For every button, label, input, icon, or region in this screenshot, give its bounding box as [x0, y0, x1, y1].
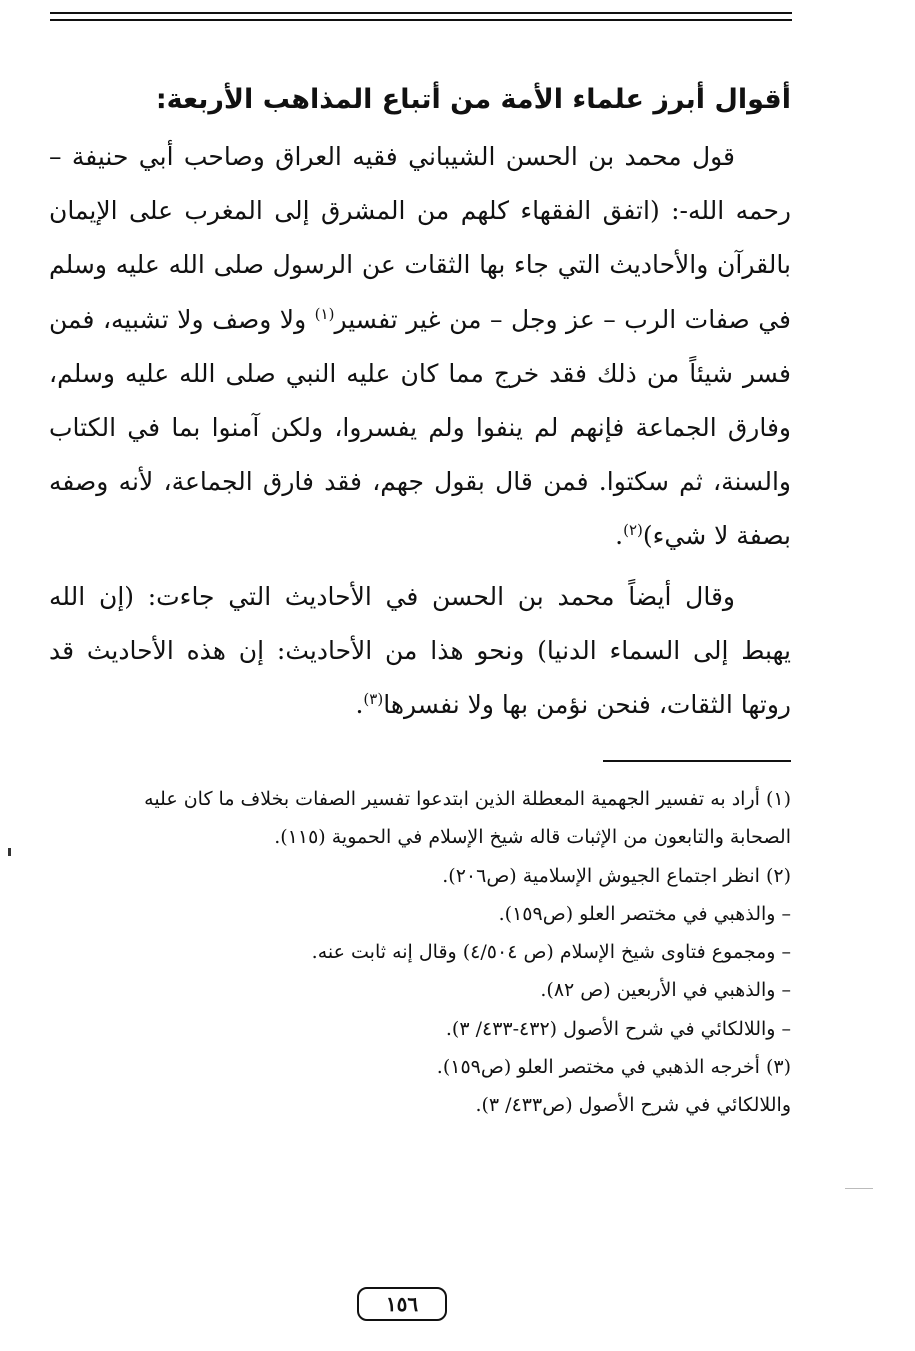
header-rule-top — [50, 12, 792, 14]
footnote-ref-1[interactable]: (١) — [314, 304, 335, 323]
paragraph-1-text-a: قول محمد بن الحسن الشيباني فقيه العراق وصاحب أبي حنيفة – رحمه الله-: (اتفق الفقهاء كلهم من المشرق إلى المغرب على الإيمان بالقرآن والأحاديث التي جاء بها الثقات عن الرسول صلى الله عليه وسلم في صفات الرب – عز وجل – من غير تفسير — [49, 142, 791, 334]
footnote-line: – والذهبي في مختصر العلو (ص١٥٩). — [498, 902, 791, 925]
paragraph-2 — [49, 570, 791, 733]
footnote-line: واللالكائي في شرح الأصول (ص٤٣٣/ ٣). — [475, 1094, 791, 1117]
paragraph-2-text: وقال أيضاً محمد بن الحسن في الأحاديث التي جاءت: (إن الله يهبط إلى السماء الدنيا) ونحو هذا من الأحاديث: إن هذه الأحاديث قد روتها الثقات، فنحن نؤمن بها ولا نفسرها — [49, 581, 791, 720]
footnote-separator — [603, 760, 791, 762]
header-rule-bottom — [50, 19, 792, 21]
paragraph-1-text-b: ولا وصف ولا تشبيه، فمن فسر شيئاً من ذلك فقد خرج مما كان عليه النبي صلى الله عليه وسلم، وفارق الجماعة فإنهم لم ينفوا ولم يفسروا، ولكن آمنوا بما في الكتاب والسنة، ثم سكتوا. فمن قال بقول جهم، فقد فارق الجماعة، لأنه وصفه بصفة لا شيء) — [49, 304, 791, 551]
main-text — [49, 130, 791, 732]
footnote-line: (٣) أخرجه الذهبي في مختصر العلو (ص١٥٩). — [436, 1056, 791, 1079]
footnotes — [49, 780, 791, 1125]
paragraph-1 — [49, 130, 791, 564]
footnote-ref-3[interactable]: (٣) — [363, 690, 384, 709]
scan-edge-line — [845, 1188, 873, 1189]
footnote-line: – واللالكائي في شرح الأصول (٤٣٢-٤٣٣/ ٣). — [445, 1017, 791, 1040]
scan-edge-mark — [8, 848, 11, 856]
footnote-line: – والذهبي في الأربعين (ص ٨٢). — [540, 979, 791, 1002]
footnote-line: (١) أراد به تفسير الجهمية المعطلة الذين ابتدعوا تفسير الصفات بخلاف ما كان عليه — [144, 788, 791, 810]
footnote-line: الصحابة والتابعون من الإثبات قاله شيخ الإسلام في الحموية (١١٥). — [274, 826, 791, 849]
footnote-ref-2[interactable]: (٢) — [623, 521, 643, 540]
page-number: ١٥٦ — [357, 1287, 447, 1321]
footnote-line: – ومجموع فتاوى شيخ الإسلام (ص ٤/٥٠٤) وقال إنه ثابت عنه. — [311, 941, 791, 964]
section-heading: أقوال أبرز علماء الأمة من أتباع المذاهب الأربعة: — [155, 84, 791, 115]
paragraph-1-end: . — [615, 521, 624, 551]
paragraph-2-end: . — [355, 690, 364, 720]
footnote-line: (٢) انظر اجتماع الجيوش الإسلامية (ص٢٠٦). — [442, 864, 791, 887]
